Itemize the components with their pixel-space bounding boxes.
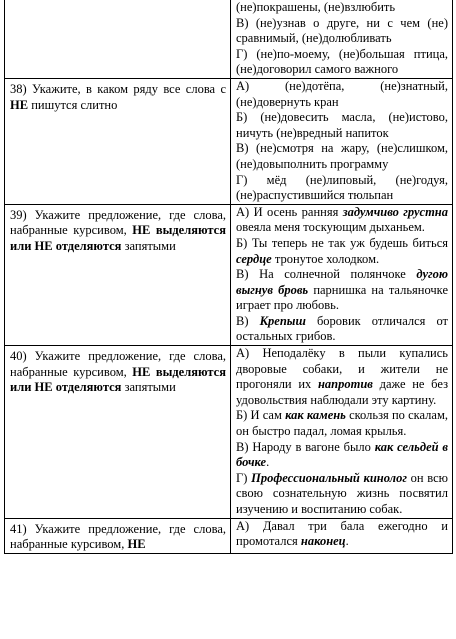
question-text: 41) Укажите предложение, где слова, набранные курсивом, НЕ — [10, 521, 226, 552]
question-cell — [5, 78, 231, 204]
answer-option: Б) Ты теперь не так уж будешь биться сердце тронутое холодком. — [236, 235, 448, 266]
answer-cell — [231, 78, 453, 204]
answer-cell — [231, 518, 453, 553]
table-row — [5, 78, 453, 204]
answer-option: Г) мёд (не)липовый, (не)годуя, (не)распустившийся тюльпан — [236, 172, 448, 203]
table-row — [5, 346, 453, 519]
answer-cell — [231, 0, 453, 78]
answer-option: Б) (не)довесить масла, (не)истово, ничуть (не)вредный напиток — [236, 110, 448, 140]
question-cell-empty — [5, 0, 231, 78]
question-text: 40) Укажите предложение, где слова, набранные курсивом, НЕ выделяются или НЕ отделяются запятыми — [10, 349, 226, 395]
question-text: 39) Укажите предложение, где слова, набранные курсивом, НЕ выделяются или НЕ отделяются запятыми — [10, 207, 226, 253]
answer-cell — [231, 204, 453, 345]
question-cell — [5, 204, 231, 345]
answer-option: В) На солнечной полянчоке дугою выгнув бровь парнишка на тальяночке играет про любовь. — [236, 267, 448, 313]
answer-option: В) Народу в вагоне было как сельдей в бочке. — [236, 439, 448, 470]
answer-cell — [231, 346, 453, 519]
answer-option: А) И осень ранняя задумчиво грустна овеяла меня тоскующим дыханьем. — [236, 204, 448, 235]
test-table — [4, 0, 453, 554]
answer-option: Г) (не)по-моему, (не)большая птица, (не)договорил самого важного — [236, 46, 448, 77]
answer-option: В) Крепыш боровик отличался от остальных грибов. — [236, 313, 449, 344]
question-text: 38) Укажите, в каком ряду все слова с НЕ пишутся слитно — [10, 81, 226, 112]
table-row — [5, 518, 453, 553]
answer-option: (не)покрашены, (не)взлюбить — [236, 0, 396, 14]
answer-option: А) (не)дотёпа, (не)знатный, (не)довернуть кран — [236, 78, 448, 109]
answer-option: Б) И сам как камень скользя по скалам, он быстро падал, ломая крылья. — [236, 408, 448, 439]
question-cell — [5, 518, 231, 553]
table-row — [5, 204, 453, 345]
answer-option: Г) Профессиональный кинолог он всю свою сознательную жизнь посвятил изучению и воспитанию собак. — [236, 470, 449, 516]
question-cell — [5, 346, 231, 519]
answer-option: В) (не)смотря на жару, (не)слишком, (не)довыполнить программу — [236, 141, 448, 171]
table-row — [5, 0, 453, 78]
answer-option: А) Неподалёку в пыли купались дворовые собаки, и жители не прогоняли их напротив даже не без удовольствия наблюдали эту картину. — [236, 346, 449, 407]
answer-option: А) Давал три бала ежегодно и промотался наконец. — [236, 518, 448, 549]
answer-option: В) (не)узнав о друге, ни с чем (не) сравнимый, (не)долюбливать — [236, 15, 448, 46]
